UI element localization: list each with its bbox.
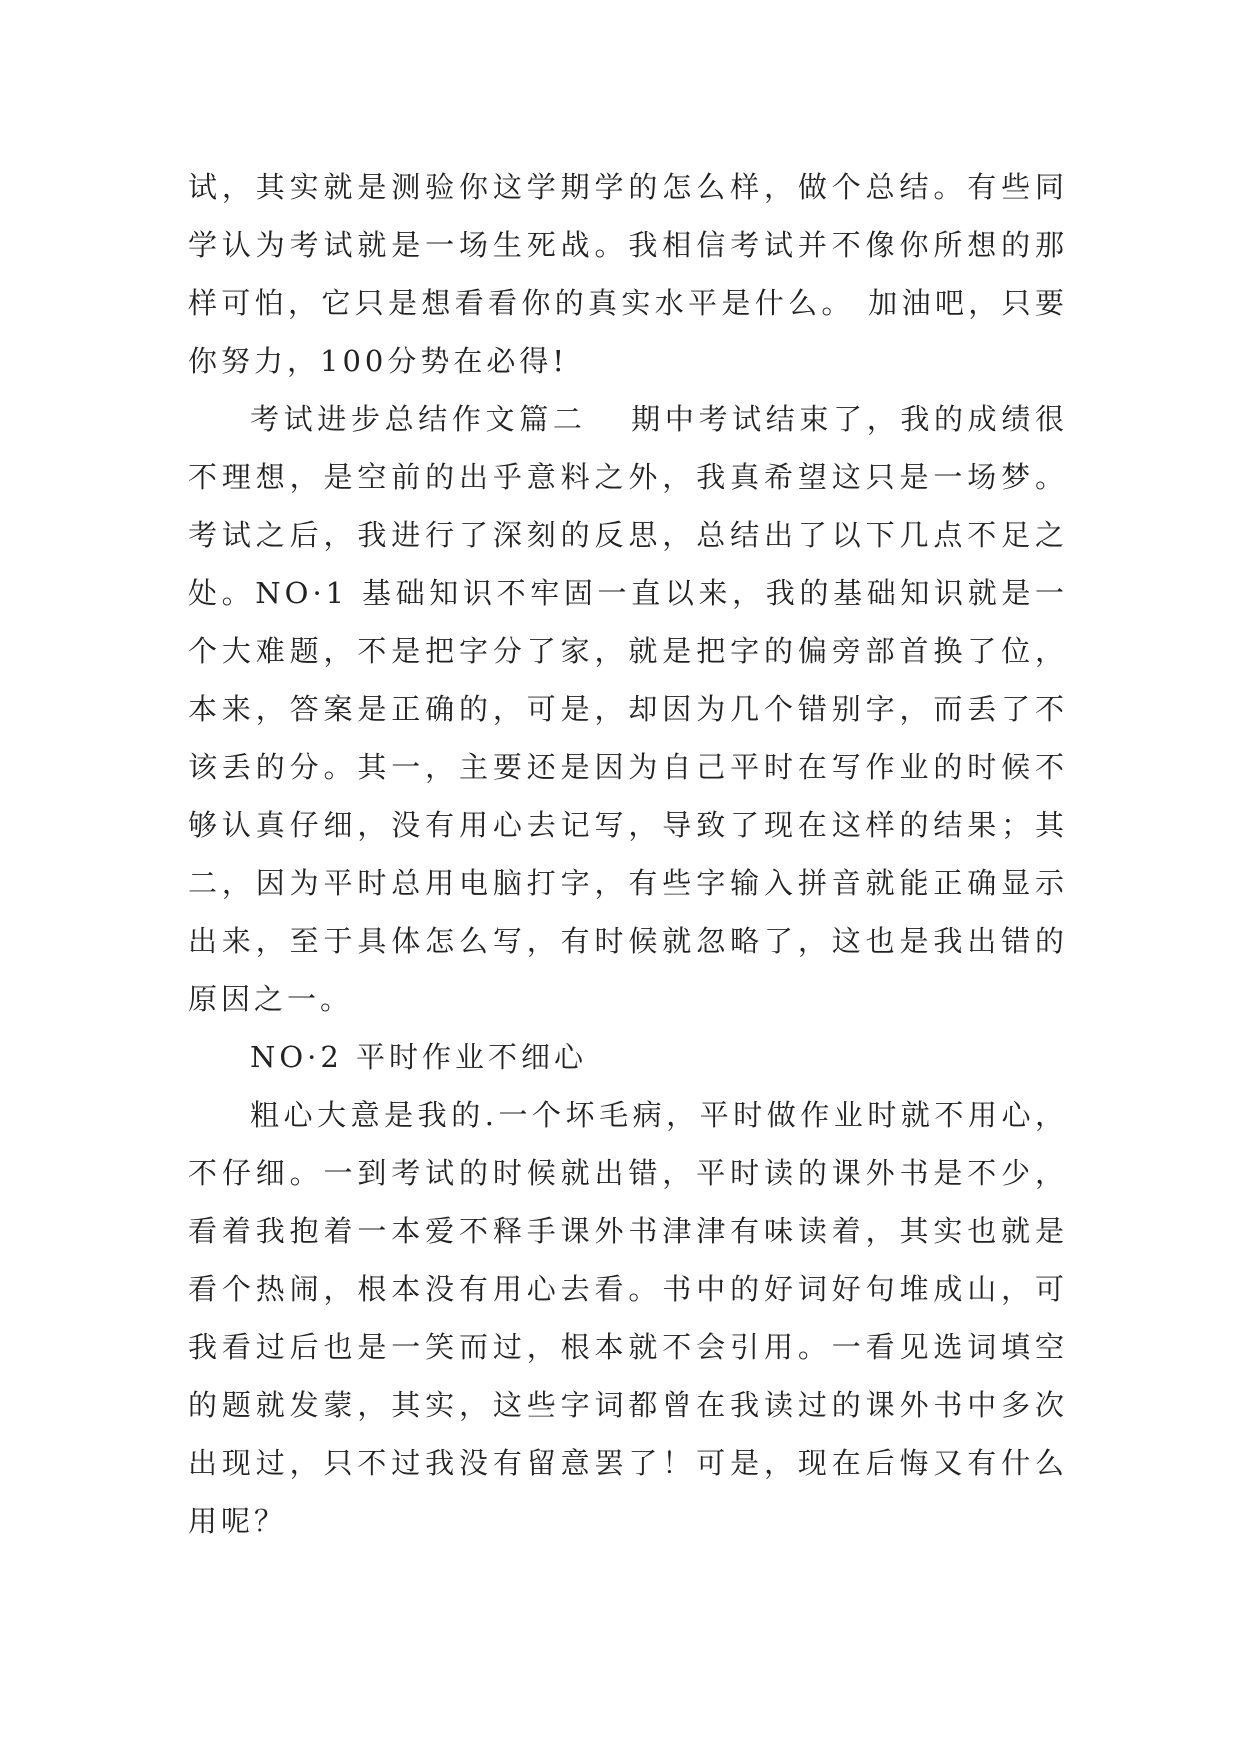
section-heading: 考试进步总结作文篇二 bbox=[250, 402, 587, 436]
paragraph-2-text: 期中考试结束了，我的成绩很不理想，是空前的出乎意料之外，我真希望这只是一场梦。考试之后，我进行了深刻的反思，总结出了以下几点不足之处。NO·1 基础知识不牢固一直以来，我的基础知识就是一个大难题，不是把字分了家，就是把字的偏旁部首换了位，本来，答案是正确的，可是，却因为几个错别字，而丢了不该丢的分。其一，主要还是因为自己平时在写作业的时候不够认真仔细，没有用心去记写，导致了现在这样的结果；其二，因为平时总用电脑打字，有些字输入拼音就能正确显示出来，至于具体怎么写，有时候就忽略了，这也是我出错的原因之一。 bbox=[188, 402, 1068, 1016]
paragraph-2 bbox=[188, 390, 1068, 1028]
document-body bbox=[188, 158, 1068, 1550]
paragraph-1: 试，其实就是测验你这学期学的怎么样，做个总结。有些同学认为考试就是一场生死战。我相信考试并不像你所想的那样可怕，它只是想看看你的真实水平是什么。 加油吧，只要你努力，100分势在必得! bbox=[188, 170, 1068, 378]
paragraph-3: NO·2 平时作业不细心 bbox=[250, 1040, 588, 1074]
paragraph-4: 粗心大意是我的.一个坏毛病，平时做作业时就不用心，不仔细。一到考试的时候就出错，平时读的课外书是不少，看着我抱着一本爱不释手课外书津津有味读着，其实也就是看个热闹，根本没有用心去看。书中的好词好句堆成山，可我看过后也是一笑而过，根本就不会引用。一看见选词填空的题就发蒙，其实，这些字词都曾在我读过的课外书中多次出现过，只不过我没有留意罢了！可是，现在后悔又有什么用呢？ bbox=[188, 1098, 1068, 1538]
